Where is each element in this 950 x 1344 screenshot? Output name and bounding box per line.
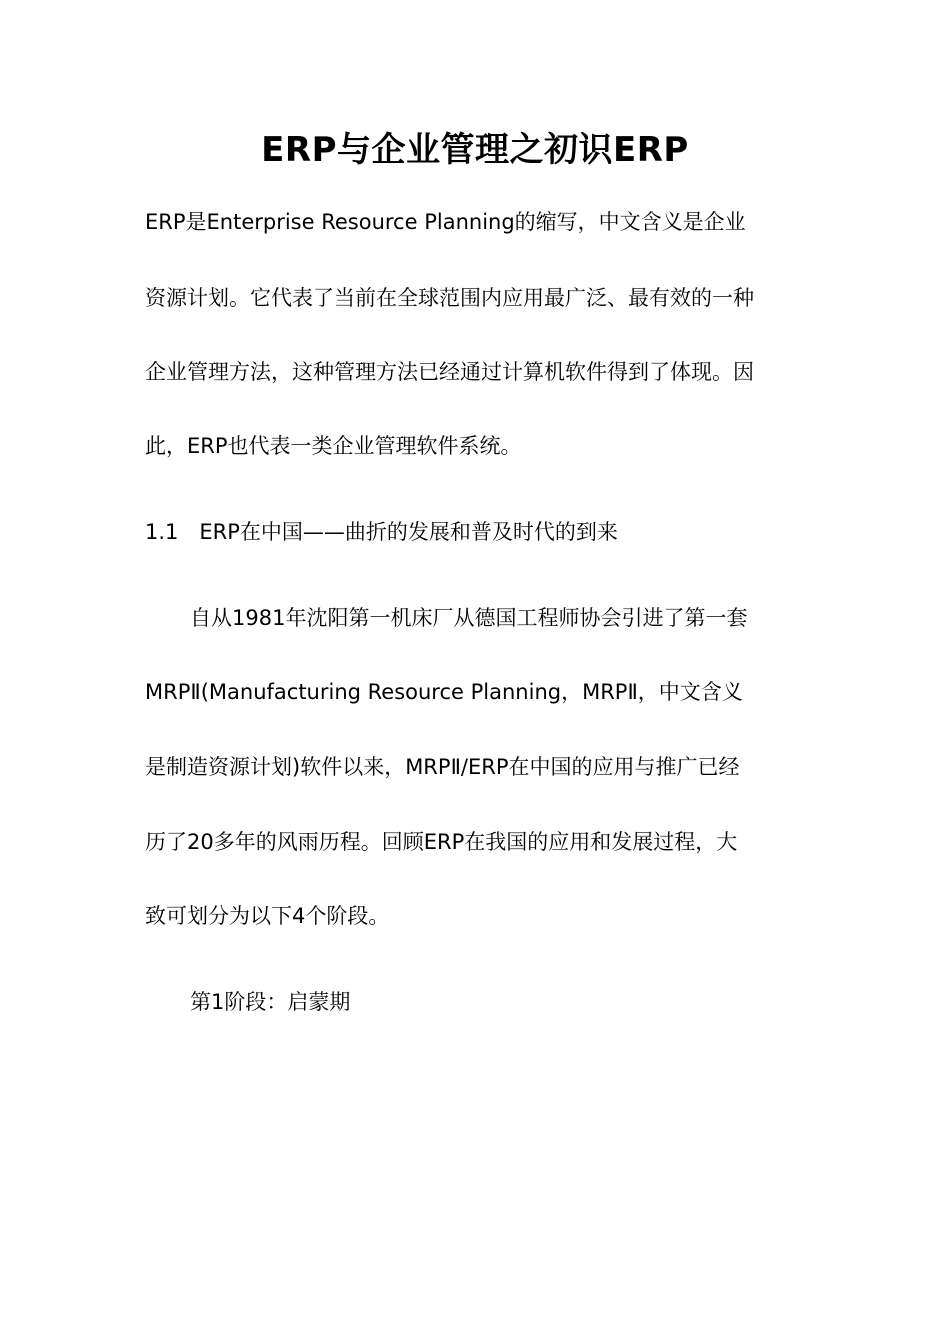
section-line-1: 自从1981年沈阳第一机床厂从德国工程师协会引进了第一套 bbox=[190, 606, 748, 630]
intro-line-3: 企业管理方法，这种管理方法已经通过计算机软件得到了体现。因 bbox=[145, 360, 754, 384]
section-line-4: 历了20多年的风雨历程。回顾ERP在我国的应用和发展过程，大 bbox=[145, 830, 738, 854]
section-heading: 1.1 ERP在中国——曲折的发展和普及时代的到来 bbox=[145, 520, 618, 544]
stage-heading: 第1阶段：启蒙期 bbox=[190, 990, 351, 1014]
intro-line-4: 此，ERP也代表一类企业管理软件系统。 bbox=[145, 434, 522, 458]
section-line-3: 是制造资源计划)软件以来，MRPⅡ/ERP在中国的应用与推广已经 bbox=[145, 755, 740, 779]
section-line-5: 致可划分为以下4个阶段。 bbox=[145, 904, 390, 928]
section-line-2: MRPⅡ(Manufacturing Resource Planning，MRPⅡ，中文含义 bbox=[145, 680, 743, 704]
document-title: ERP与企业管理之初识ERP bbox=[261, 130, 689, 170]
intro-line-1: ERP是Enterprise Resource Planning的缩写，中文含义是企业 bbox=[145, 210, 746, 234]
intro-line-2: 资源计划。它代表了当前在全球范围内应用最广泛、最有效的一种 bbox=[145, 286, 754, 310]
